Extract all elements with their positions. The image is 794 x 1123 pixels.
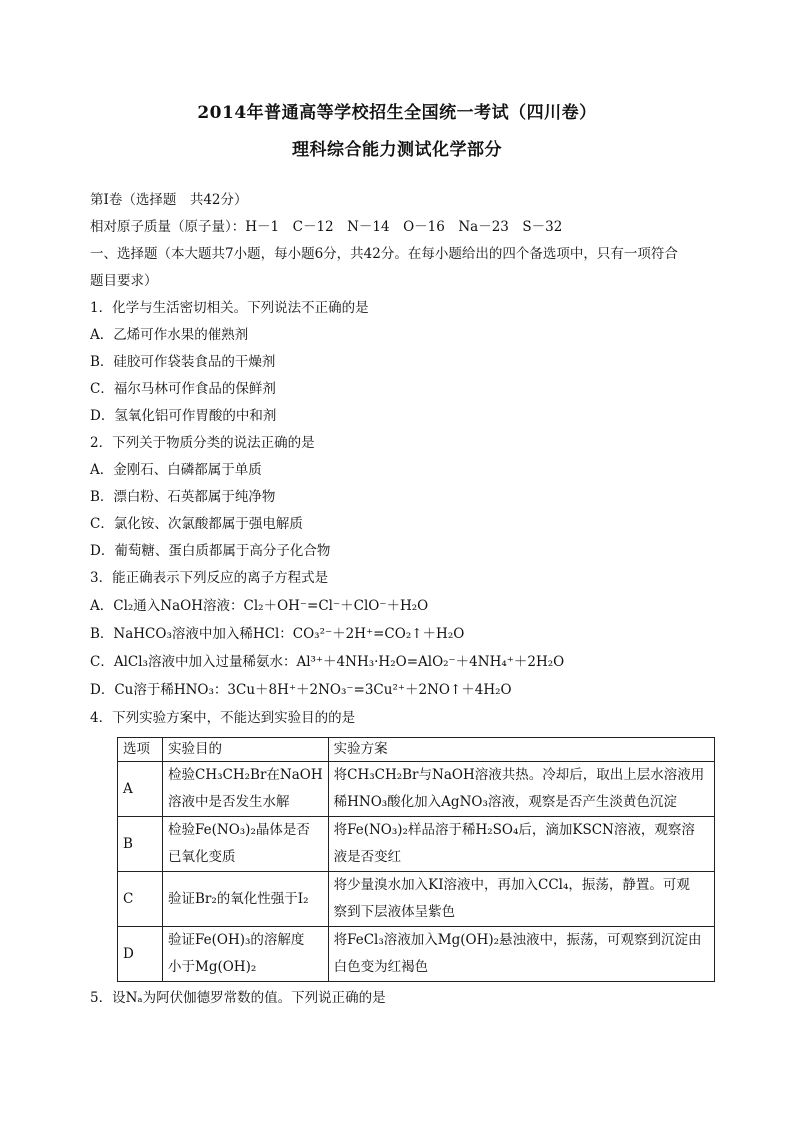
table-header-plan: 实验方案 xyxy=(328,738,714,762)
exam-subtitle: 理科综合能力测试化学部分 xyxy=(292,140,502,160)
plan-line: 将CH₃CH₂Br与NaOH溶液共热。冷却后，取出上层水溶液用 xyxy=(333,767,705,783)
plan-line: 将FeCl₃溶液加入Mg(OH)₂悬浊液中，振荡，可观察到沉淀由 xyxy=(333,932,702,948)
experiment-table xyxy=(117,737,715,982)
plan-line: 将Fe(NO₃)₂样品溶于稀H₂SO₄后，滴加KSCN溶液，观察溶 xyxy=(333,822,695,838)
row-purpose xyxy=(163,927,329,982)
table-header-option: 选项 xyxy=(118,738,163,762)
purpose-line: 检验CH₃CH₂Br在NaOH xyxy=(168,767,323,783)
row-purpose xyxy=(163,872,329,927)
row-purpose xyxy=(163,762,329,817)
question-1-option-a: A．乙烯可作水果的催熟剂 xyxy=(90,327,249,343)
question-2-option-c: C．氯化铵、次氯酸都属于强电解质 xyxy=(90,516,303,532)
question-3-stem: 3．能正确表示下列反应的离子方程式是 xyxy=(90,570,329,586)
table-header-purpose: 实验目的 xyxy=(163,738,329,762)
plan-line: 液是否变红 xyxy=(333,849,402,865)
row-option-label: A xyxy=(118,762,163,817)
section-heading: 第I卷（选择题 共42分） xyxy=(90,192,248,208)
instruction-line-2: 题目要求） xyxy=(90,273,158,289)
row-option-label: D xyxy=(118,927,163,982)
purpose-line: 小于Mg(OH)₂ xyxy=(168,959,257,975)
exam-title: 2014年普通高等学校招生全国统一考试（四川卷） xyxy=(197,103,597,123)
question-2-stem: 2．下列关于物质分类的说法正确的是 xyxy=(90,435,315,451)
instruction-line-1: 一、选择题（本大题共7小题，每小题6分，共42分。在每小题给出的四个备选项中，只有一项符合 xyxy=(90,246,678,262)
table-row xyxy=(118,872,715,927)
plan-line: 察到下层液体呈紫色 xyxy=(333,904,456,920)
row-plan xyxy=(328,817,714,872)
table-row xyxy=(118,817,715,872)
purpose-line: 已氧化变质 xyxy=(168,849,236,865)
question-1-stem: 1．化学与生活密切相关。下列说法不正确的是 xyxy=(90,300,369,316)
row-purpose xyxy=(163,817,329,872)
question-3-option-b: B．NaHCO₃溶液中加入稀HCl：CO₃²⁻＋2H⁺=CO₂↑＋H₂O xyxy=(90,626,465,642)
row-plan xyxy=(328,762,714,817)
plan-line: 稀HNO₃酸化加入AgNO₃溶液，观察是否产生淡黄色沉淀 xyxy=(333,794,677,810)
question-1-option-d: D．氢氧化铝可作胃酸的中和剂 xyxy=(90,408,277,424)
question-1-option-b: B．硅胶可作袋装食品的干燥剂 xyxy=(90,354,276,370)
purpose-line: 检验Fe(NO₃)₂晶体是否 xyxy=(168,822,310,838)
question-3-option-c: C．AlCl₃溶液中加入过量稀氨水：Al³⁺＋4NH₃·H₂O=AlO₂⁻＋4NH₄⁺＋2H₂O xyxy=(90,654,565,670)
row-option-label: B xyxy=(118,817,163,872)
question-2-option-d: D．葡萄糖、蛋白质都属于高分子化合物 xyxy=(90,543,331,559)
question-4-stem: 4．下列实验方案中，不能达到实验目的的是 xyxy=(90,710,356,726)
question-3-option-a: A．Cl₂通入NaOH溶液：Cl₂＋OH⁻=Cl⁻＋ClO⁻＋H₂O xyxy=(90,598,429,614)
table-row xyxy=(118,762,715,817)
row-option-label: C xyxy=(118,872,163,927)
table-row xyxy=(118,927,715,982)
row-plan xyxy=(328,927,714,982)
question-2-option-a: A．金刚石、白磷都属于单质 xyxy=(90,462,262,478)
plan-line: 将少量溴水加入KI溶液中，再加入CCl₄，振荡，静置。可观 xyxy=(333,877,690,893)
question-2-option-b: B．漂白粉、石英都属于纯净物 xyxy=(90,489,276,505)
question-1-option-c: C．福尔马林可作食品的保鲜剂 xyxy=(90,381,276,397)
table-header-row xyxy=(118,738,715,762)
purpose-line: 验证Fe(OH)₃的溶解度 xyxy=(168,932,305,948)
question-5-stem: 5．设Nₐ为阿伏伽德罗常数的值。下列说正确的是 xyxy=(90,990,386,1006)
atomic-mass-line: 相对原子质量（原子量）：H－1 C－12 N－14 O－16 Na－23 S－32 xyxy=(90,219,563,235)
plan-line: 白色变为红褐色 xyxy=(333,959,429,975)
row-plan xyxy=(328,872,714,927)
purpose-line: 验证Br₂的氧化性强于I₂ xyxy=(168,890,309,907)
purpose-line: 溶液中是否发生水解 xyxy=(168,794,290,810)
question-3-option-d: D．Cu溶于稀HNO₃：3Cu＋8H⁺＋2NO₃⁻=3Cu²⁺＋2NO↑＋4H₂O xyxy=(90,682,512,698)
